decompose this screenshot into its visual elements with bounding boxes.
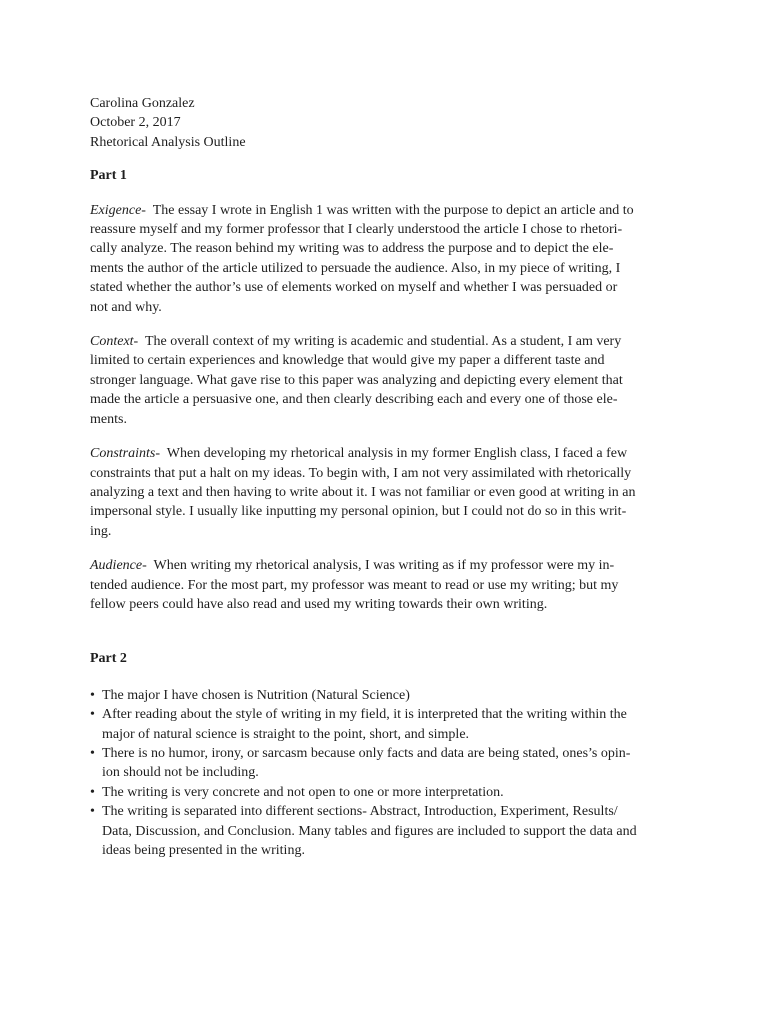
list-item-line: The writing is very concrete and not open to one or more interpretation. — [102, 784, 504, 800]
paragraph-line: impersonal style. I usually like inputting my personal opinion, but I could not do so in this writ- — [90, 504, 627, 520]
bullet-icon: • — [90, 745, 95, 761]
paragraph-line: constraints that put a halt on my ideas. To begin with, I am not very assimilated with rhetorically — [90, 465, 632, 481]
paragraph-line: When developing my rhetorical analysis in my former English class, I faced a few — [166, 446, 628, 462]
section-constraints — [90, 444, 680, 541]
list-item — [90, 783, 680, 802]
list-item-line: The writing is separated into different sections- Abstract, Introduction, Experiment, Results/ — [102, 804, 618, 820]
paragraph-line: The essay I wrote in English 1 was written with the purpose to depict an article and to — [152, 202, 634, 218]
paragraph-line: reassure myself and my former professor that I clearly understood the article I chose to rhetori- — [90, 222, 623, 238]
list-item-line: After reading about the style of writing in my field, it is interpreted that the writing within the — [102, 707, 627, 723]
bullet-list — [90, 686, 680, 861]
list-item-line: ideas being presented in the writing. — [102, 843, 305, 858]
section-label: Audience- — [90, 558, 147, 574]
paragraph-line: analyzing a text and then having to write about it. I was not familiar or even good at writing in an — [90, 484, 636, 500]
list-item — [90, 705, 680, 744]
document-date: October 2, 2017 — [90, 115, 181, 131]
document-title: Rhetorical Analysis Outline — [90, 134, 246, 150]
document-page — [90, 94, 680, 860]
paragraph-line: limited to certain experiences and knowledge that would give my paper a different taste and — [90, 353, 605, 369]
paragraph-line: When writing my rhetorical analysis, I was writing as if my professor were my in- — [153, 558, 615, 574]
section-context — [90, 332, 680, 429]
list-item-line: There is no humor, irony, or sarcasm because only facts and data are being stated, ones’s opin- — [102, 745, 631, 761]
list-item — [90, 744, 680, 783]
paragraph-line: The overall context of my writing is academic and studential. As a student, I am very — [144, 334, 622, 350]
section-label: Context- — [90, 334, 139, 350]
paragraph-line: not and why. — [90, 299, 162, 315]
bullet-icon: • — [90, 687, 95, 703]
bullet-icon: • — [90, 804, 95, 820]
section-label: Constraints- — [90, 446, 161, 462]
list-item-line: major of natural science is straight to the point, short, and simple. — [102, 726, 470, 742]
list-item — [90, 686, 680, 705]
section-label: Exigence- — [90, 202, 146, 218]
document-header — [90, 94, 680, 152]
list-item — [90, 802, 680, 860]
list-item-line: ion should not be including. — [102, 765, 259, 781]
section-first-line — [90, 201, 680, 220]
section-first-line — [90, 332, 680, 351]
paragraph-line: cally analyze. The reason behind my writing was to address the purpose and to depict the ele- — [90, 241, 614, 257]
bullet-icon: • — [90, 707, 95, 723]
paragraph-line: stated whether the author’s use of elements worked on myself and whether I was persuaded or — [90, 280, 618, 296]
paragraph-line: made the article a persuasive one, and then clearly describing each and every one of those ele- — [90, 392, 618, 408]
part-2-heading: Part 2 — [90, 651, 127, 667]
list-item-line: Data, Discussion, and Conclusion. Many tables and figures are included to support the data and — [102, 823, 637, 839]
list-item-line: The major I have chosen is Nutrition (Natural Science) — [102, 687, 410, 703]
bullet-icon: • — [90, 784, 95, 800]
paragraph-line: tended audience. For the most part, my professor was meant to read or use my writing; but my — [90, 577, 619, 593]
part-1-heading: Part 1 — [90, 168, 127, 184]
paragraph-line: ing. — [90, 523, 112, 539]
section-exigence — [90, 201, 680, 317]
section-audience — [90, 556, 680, 614]
paragraph-line: stronger language. What gave rise to this paper was analyzing and depicting every element that — [90, 372, 623, 388]
section-first-line — [90, 556, 680, 575]
paragraph-line: ments the author of the article utilized to persuade the audience. Also, in my piece of writing, I — [90, 260, 621, 276]
paragraph-line: ments. — [90, 411, 127, 427]
section-first-line — [90, 444, 680, 463]
paragraph-line: fellow peers could have also read and used my writing towards their own writing. — [90, 596, 548, 612]
author-name: Carolina Gonzalez — [90, 96, 195, 111]
